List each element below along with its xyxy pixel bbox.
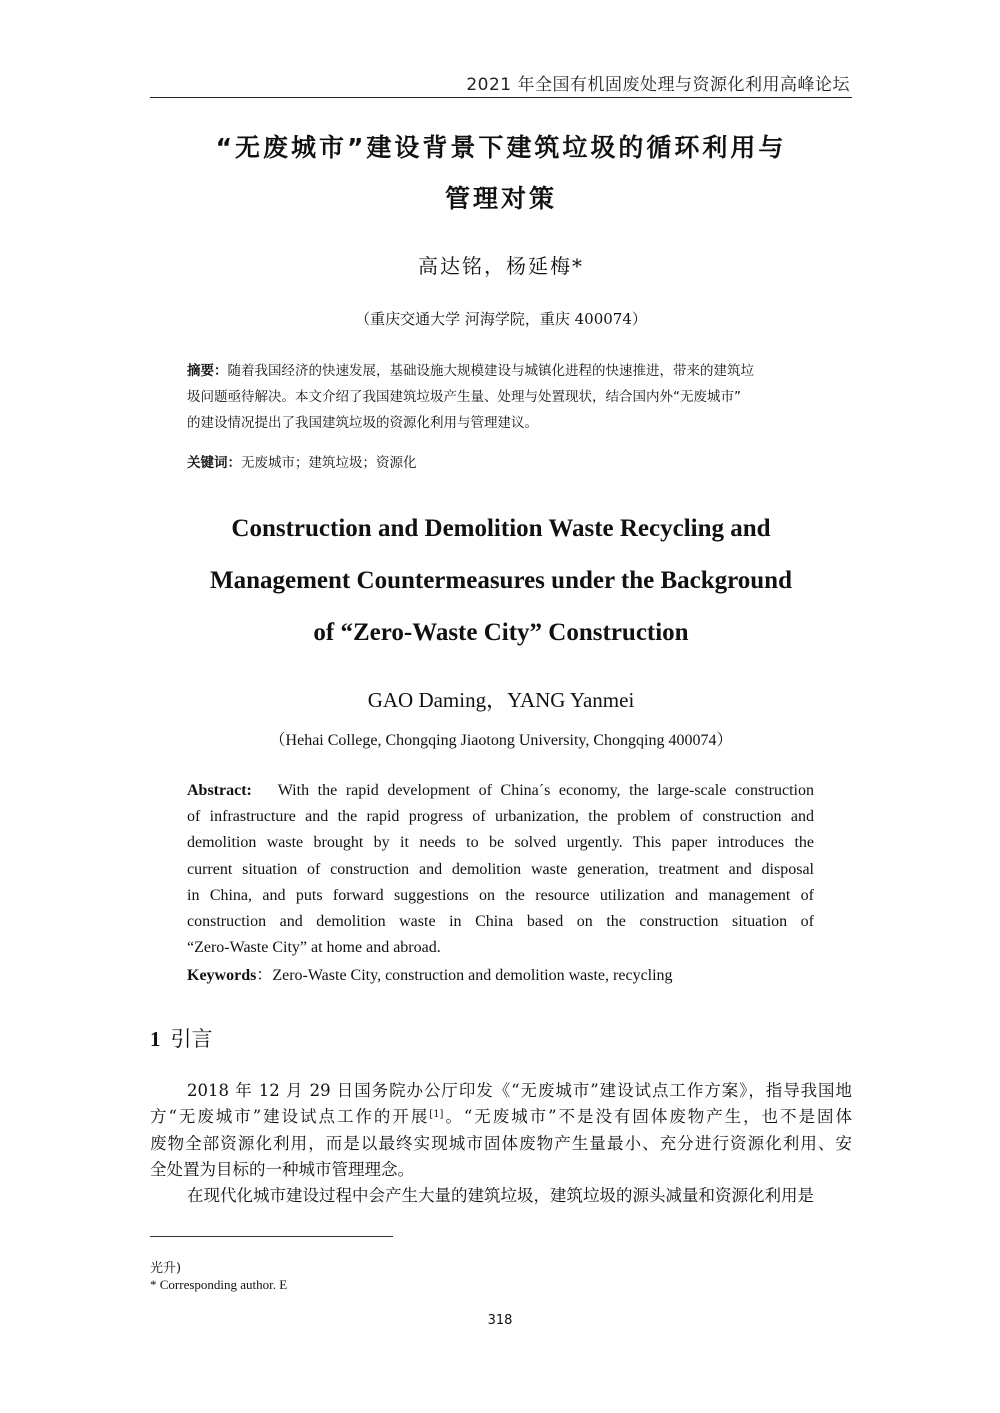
english-abstract-line: “Zero-Waste City” at home and abroad. [187,939,441,957]
footnote-line: 光升) [150,1261,182,1276]
section-title: 引言 [170,1027,213,1051]
english-abstract-line: current situation of construction and demolition waste generation, treatment and disposal [187,860,814,878]
citation-ref[interactable]: [1] [429,1109,444,1121]
paragraph-line: 在现代化城市建设过程中会产生大量的建筑垃圾，建筑垃圾的源头减量和资源化利用是 [187,1186,814,1205]
chinese-abstract [187,358,814,436]
english-abstract-label: Abstract: [187,782,252,799]
paragraph-line: 方“无废城市”建设试点工作的开展 [150,1107,430,1127]
section-heading [150,1023,213,1053]
chinese-title-line-2: 管理对策 [444,184,557,213]
chinese-title-line-1: “无废城市”建设背景下建筑垃圾的循环利用与 [215,133,787,162]
english-abstract-line: of infrastructure and the rapid progress of urbanization, the problem of construction and [187,808,814,826]
english-keywords [187,962,673,985]
english-title-line-2: Management Countermeasures under the Background [210,567,792,594]
chinese-abstract-line: 的建设情况提出了我国建筑垃圾的资源化利用与管理建议。 [187,415,538,431]
english-abstract [187,778,814,961]
english-title-line-3: of “Zero-Waste City” Construction [313,619,689,646]
english-abstract-line: construction and demolition waste in China based on the construction situation of [187,913,814,931]
paragraph-line: 全处置为目标的一种城市管理理念。 [150,1159,414,1179]
paragraph-line: 2018 年 12 月 29 日国务院办公厅印发《“无废城市”建设试点工作方案》，指导我国地 [187,1081,852,1100]
page-number: 318 [487,1313,513,1328]
intro-paragraph-1 [150,1078,852,1183]
section-number: 1 [150,1027,161,1051]
header-rule [150,97,852,98]
paragraph-line: 废物全部资源化利用，而是以最终实现城市固体废物产生量最小、充分进行资源化利用、安 [150,1133,852,1153]
footnote-corresponding-author: * Corresponding author. E [150,1277,288,1292]
chinese-authors: 高达铭，杨延梅* [418,254,584,278]
english-affiliation: （Hehai College, Chongqing Jiaotong University, Chongqing 400074） [269,732,733,749]
footnote-rule [150,1236,393,1237]
intro-paragraph-2 [150,1183,852,1209]
chinese-abstract-line: 随着我国经济的快速发展，基础设施大规模建设与城镇化进程的快速推进，带来的建筑垃 [227,363,754,379]
english-abstract-line: With the rapid development of China´s economy, the large-scale construction [277,782,814,799]
chinese-keywords [187,451,417,471]
english-title-line-1: Construction and Demolition Waste Recycling and [231,515,771,542]
chinese-keywords-label: 关键词： [187,455,241,471]
english-authors: GAO Daming，YANG Yanmei [367,688,635,712]
english-keywords-label: Keywords [187,967,257,984]
english-abstract-line: in China, and puts forward suggestions on the resource utilization and management of [187,886,814,904]
chinese-affiliation: （重庆交通大学 河海学院，重庆 400074） [355,310,647,328]
english-abstract-line: demolition waste brought by it needs to be solved urgently. This paper introduces the [187,834,814,852]
paragraph-line: 。“无废城市”不是没有固体废物产生，也不是固体 [443,1107,853,1127]
english-keywords-text: ：Zero-Waste City, construction and demolition waste, recycling [256,967,673,984]
chinese-keywords-text: 无废城市；建筑垃圾；资源化 [241,455,417,471]
running-header: 2021 年全国有机固废处理与资源化利用高峰论坛 [466,75,850,95]
chinese-abstract-label: 摘要： [187,363,228,379]
chinese-abstract-line: 圾问题亟待解决。本文介绍了我国建筑垃圾产生量、处理与处置现状，结合国内外“无废城市” [187,389,741,405]
